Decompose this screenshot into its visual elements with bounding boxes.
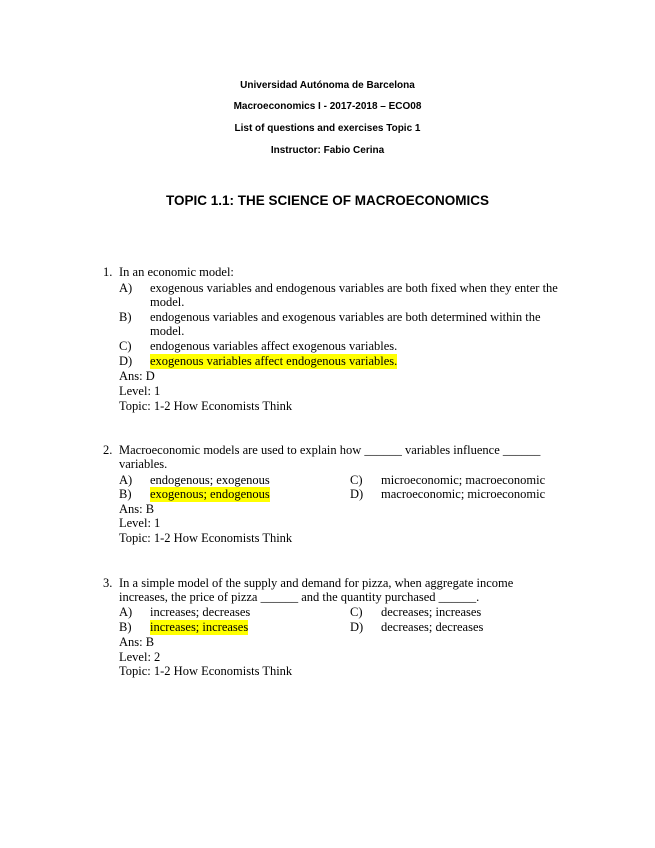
answer: Ans: B <box>119 635 155 649</box>
option-b-highlighted: exogenous; endogenous <box>150 487 270 501</box>
option-label: D) <box>119 354 133 368</box>
option-b-highlighted: increases; increases <box>150 620 249 634</box>
answer: Ans: D <box>119 369 155 383</box>
topic-title: TOPIC 1.1: THE SCIENCE OF MACROECONOMICS <box>165 193 490 208</box>
option-label: C) <box>119 339 132 353</box>
topic: Topic: 1-2 How Economists Think <box>119 399 293 413</box>
option-label: B) <box>119 310 132 324</box>
level: Level: 1 <box>119 516 161 530</box>
option-d: decreases; decreases <box>381 620 484 634</box>
option-label: C) <box>350 473 363 487</box>
option-label: D) <box>350 487 364 501</box>
level: Level: 1 <box>119 384 161 398</box>
topic: Topic: 1-2 How Economists Think <box>119 664 293 678</box>
list-title: List of questions and exercises Topic 1 <box>234 123 421 134</box>
option-a: exogenous variables and endogenous variables are both fixed when they enter the <box>150 281 558 295</box>
question-stem: Macroeconomic models are used to explain how ______ variables influence ______ <box>119 443 541 457</box>
option-label: B) <box>119 487 132 501</box>
option-a-cont: model. <box>150 295 185 309</box>
option-label: A) <box>119 605 133 619</box>
option-c: decreases; increases <box>381 605 482 619</box>
question-number: 3. <box>103 576 113 590</box>
university-name: Universidad Autónoma de Barcelona <box>240 80 415 91</box>
topic: Topic: 1-2 How Economists Think <box>119 531 293 545</box>
option-label: A) <box>119 473 133 487</box>
option-c: endogenous variables affect exogenous variables. <box>150 339 398 353</box>
question-stem: In a simple model of the supply and demand for pizza, when aggregate income <box>119 576 514 590</box>
question-number: 2. <box>103 443 113 457</box>
answer: Ans: B <box>119 502 155 516</box>
option-b: endogenous variables and exogenous variables are both determined within the <box>150 310 541 324</box>
question-stem-cont: variables. <box>119 457 168 471</box>
option-a: endogenous; exogenous <box>150 473 270 487</box>
option-label: B) <box>119 620 132 634</box>
option-c: microeconomic; macroeconomic <box>381 473 546 487</box>
instructor: Instructor: Fabio Cerina <box>270 145 385 156</box>
question-stem: In an economic model: <box>119 265 234 279</box>
level: Level: 2 <box>119 650 161 664</box>
option-label: A) <box>119 281 133 295</box>
option-label: C) <box>350 605 363 619</box>
course-title: Macroeconomics I - 2017-2018 – ECO08 <box>233 101 422 112</box>
option-d: macroeconomic; microeconomic <box>381 487 546 501</box>
option-b-cont: model. <box>150 324 185 338</box>
question-stem-cont: increases, the price of pizza ______ and the quantity purchased ______. <box>119 590 480 604</box>
option-d-highlighted: exogenous variables affect endogenous variables. <box>150 354 398 368</box>
question-number: 1. <box>103 265 113 279</box>
option-label: D) <box>350 620 364 634</box>
option-a: increases; decreases <box>150 605 251 619</box>
